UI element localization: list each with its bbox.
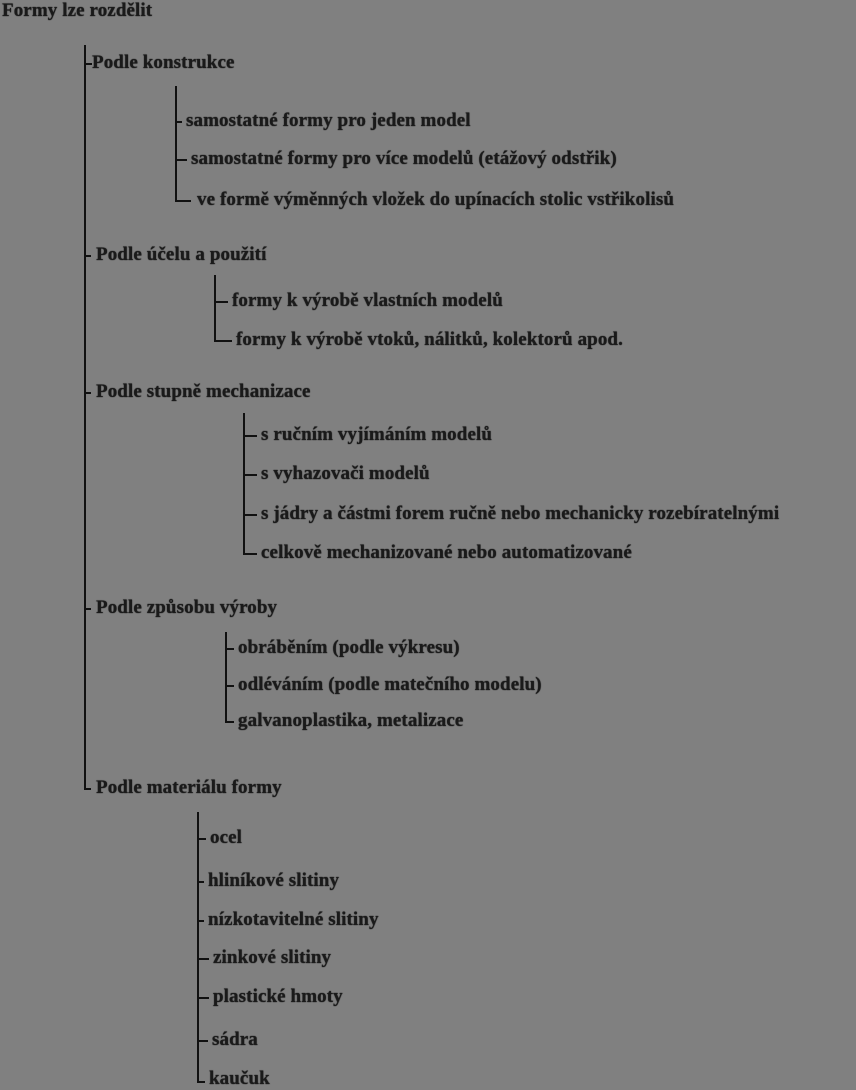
item-label: formy k výrobě vtoků, nálitků, kolektorů apod. — [236, 329, 623, 350]
branch-line-zpusob-vyroby — [225, 632, 227, 723]
item-tick — [197, 920, 204, 922]
item-label: s jádry a částmi forem ručně nebo mechanicky rozebíratelnými — [261, 503, 780, 524]
item-tick — [243, 553, 257, 555]
category-tick — [84, 255, 91, 257]
category-tick — [84, 63, 92, 65]
item-label: sádra — [212, 1029, 258, 1050]
item-tick — [243, 514, 257, 516]
root-title: Formy lze rozdělit — [2, 0, 153, 21]
item-label: ocel — [210, 827, 243, 848]
item-tick — [225, 721, 234, 723]
item-label: odléváním (podle matečního modelu) — [238, 674, 542, 695]
item-tick — [225, 685, 234, 687]
item-tick — [214, 301, 228, 303]
item-label: s vyhazovači modelů — [261, 463, 430, 484]
item-label: samostatné formy pro více modelů (etážový odstřik) — [191, 148, 617, 169]
item-tick — [197, 958, 209, 960]
item-tick — [197, 838, 206, 840]
item-tick — [197, 881, 204, 883]
category-tick — [84, 392, 91, 394]
item-tick — [197, 997, 209, 999]
category-label-konstrukce: Podle konstrukce — [92, 52, 235, 73]
main-connector-line — [84, 45, 86, 790]
item-label: ve formě výměnných vložek do upínacích stolic vstřikolisů — [197, 189, 674, 210]
item-tick — [243, 435, 257, 437]
item-label: kaučuk — [209, 1068, 270, 1089]
category-label-zpusob-vyroby: Podle způsobu výroby — [96, 597, 278, 618]
branch-line-material — [197, 812, 199, 1083]
item-label: s ručním vyjímáním modelů — [261, 424, 493, 445]
category-label-mechanizace: Podle stupně mechanizace — [96, 381, 311, 402]
branch-line-konstrukce — [175, 86, 177, 202]
item-label: formy k výrobě vlastních modelů — [232, 290, 503, 311]
category-tick — [84, 608, 91, 610]
item-tick — [225, 648, 234, 650]
item-tick — [175, 121, 182, 123]
item-label: zinkové slitiny — [213, 947, 332, 968]
item-label: nízkotavitelné slitiny — [208, 909, 379, 930]
category-tick — [84, 788, 91, 790]
item-tick — [197, 1081, 205, 1083]
item-tick — [197, 1040, 208, 1042]
category-label-ucel: Podle účelu a použití — [96, 244, 267, 265]
item-label: plastické hmoty — [213, 986, 343, 1007]
item-label: samostatné formy pro jeden model — [186, 110, 471, 131]
item-tick — [243, 474, 257, 476]
item-label: hliníkové slitiny — [208, 870, 340, 891]
item-tick — [175, 200, 191, 202]
branch-line-ucel — [214, 275, 216, 342]
item-tick — [175, 159, 187, 161]
item-label: obráběním (podle výkresu) — [238, 637, 460, 658]
item-label: galvanoplastika, metalizace — [238, 710, 464, 731]
category-label-material: Podle materiálu formy — [96, 777, 282, 798]
item-tick — [214, 340, 232, 342]
item-label: celkově mechanizované nebo automatizované — [261, 542, 632, 563]
